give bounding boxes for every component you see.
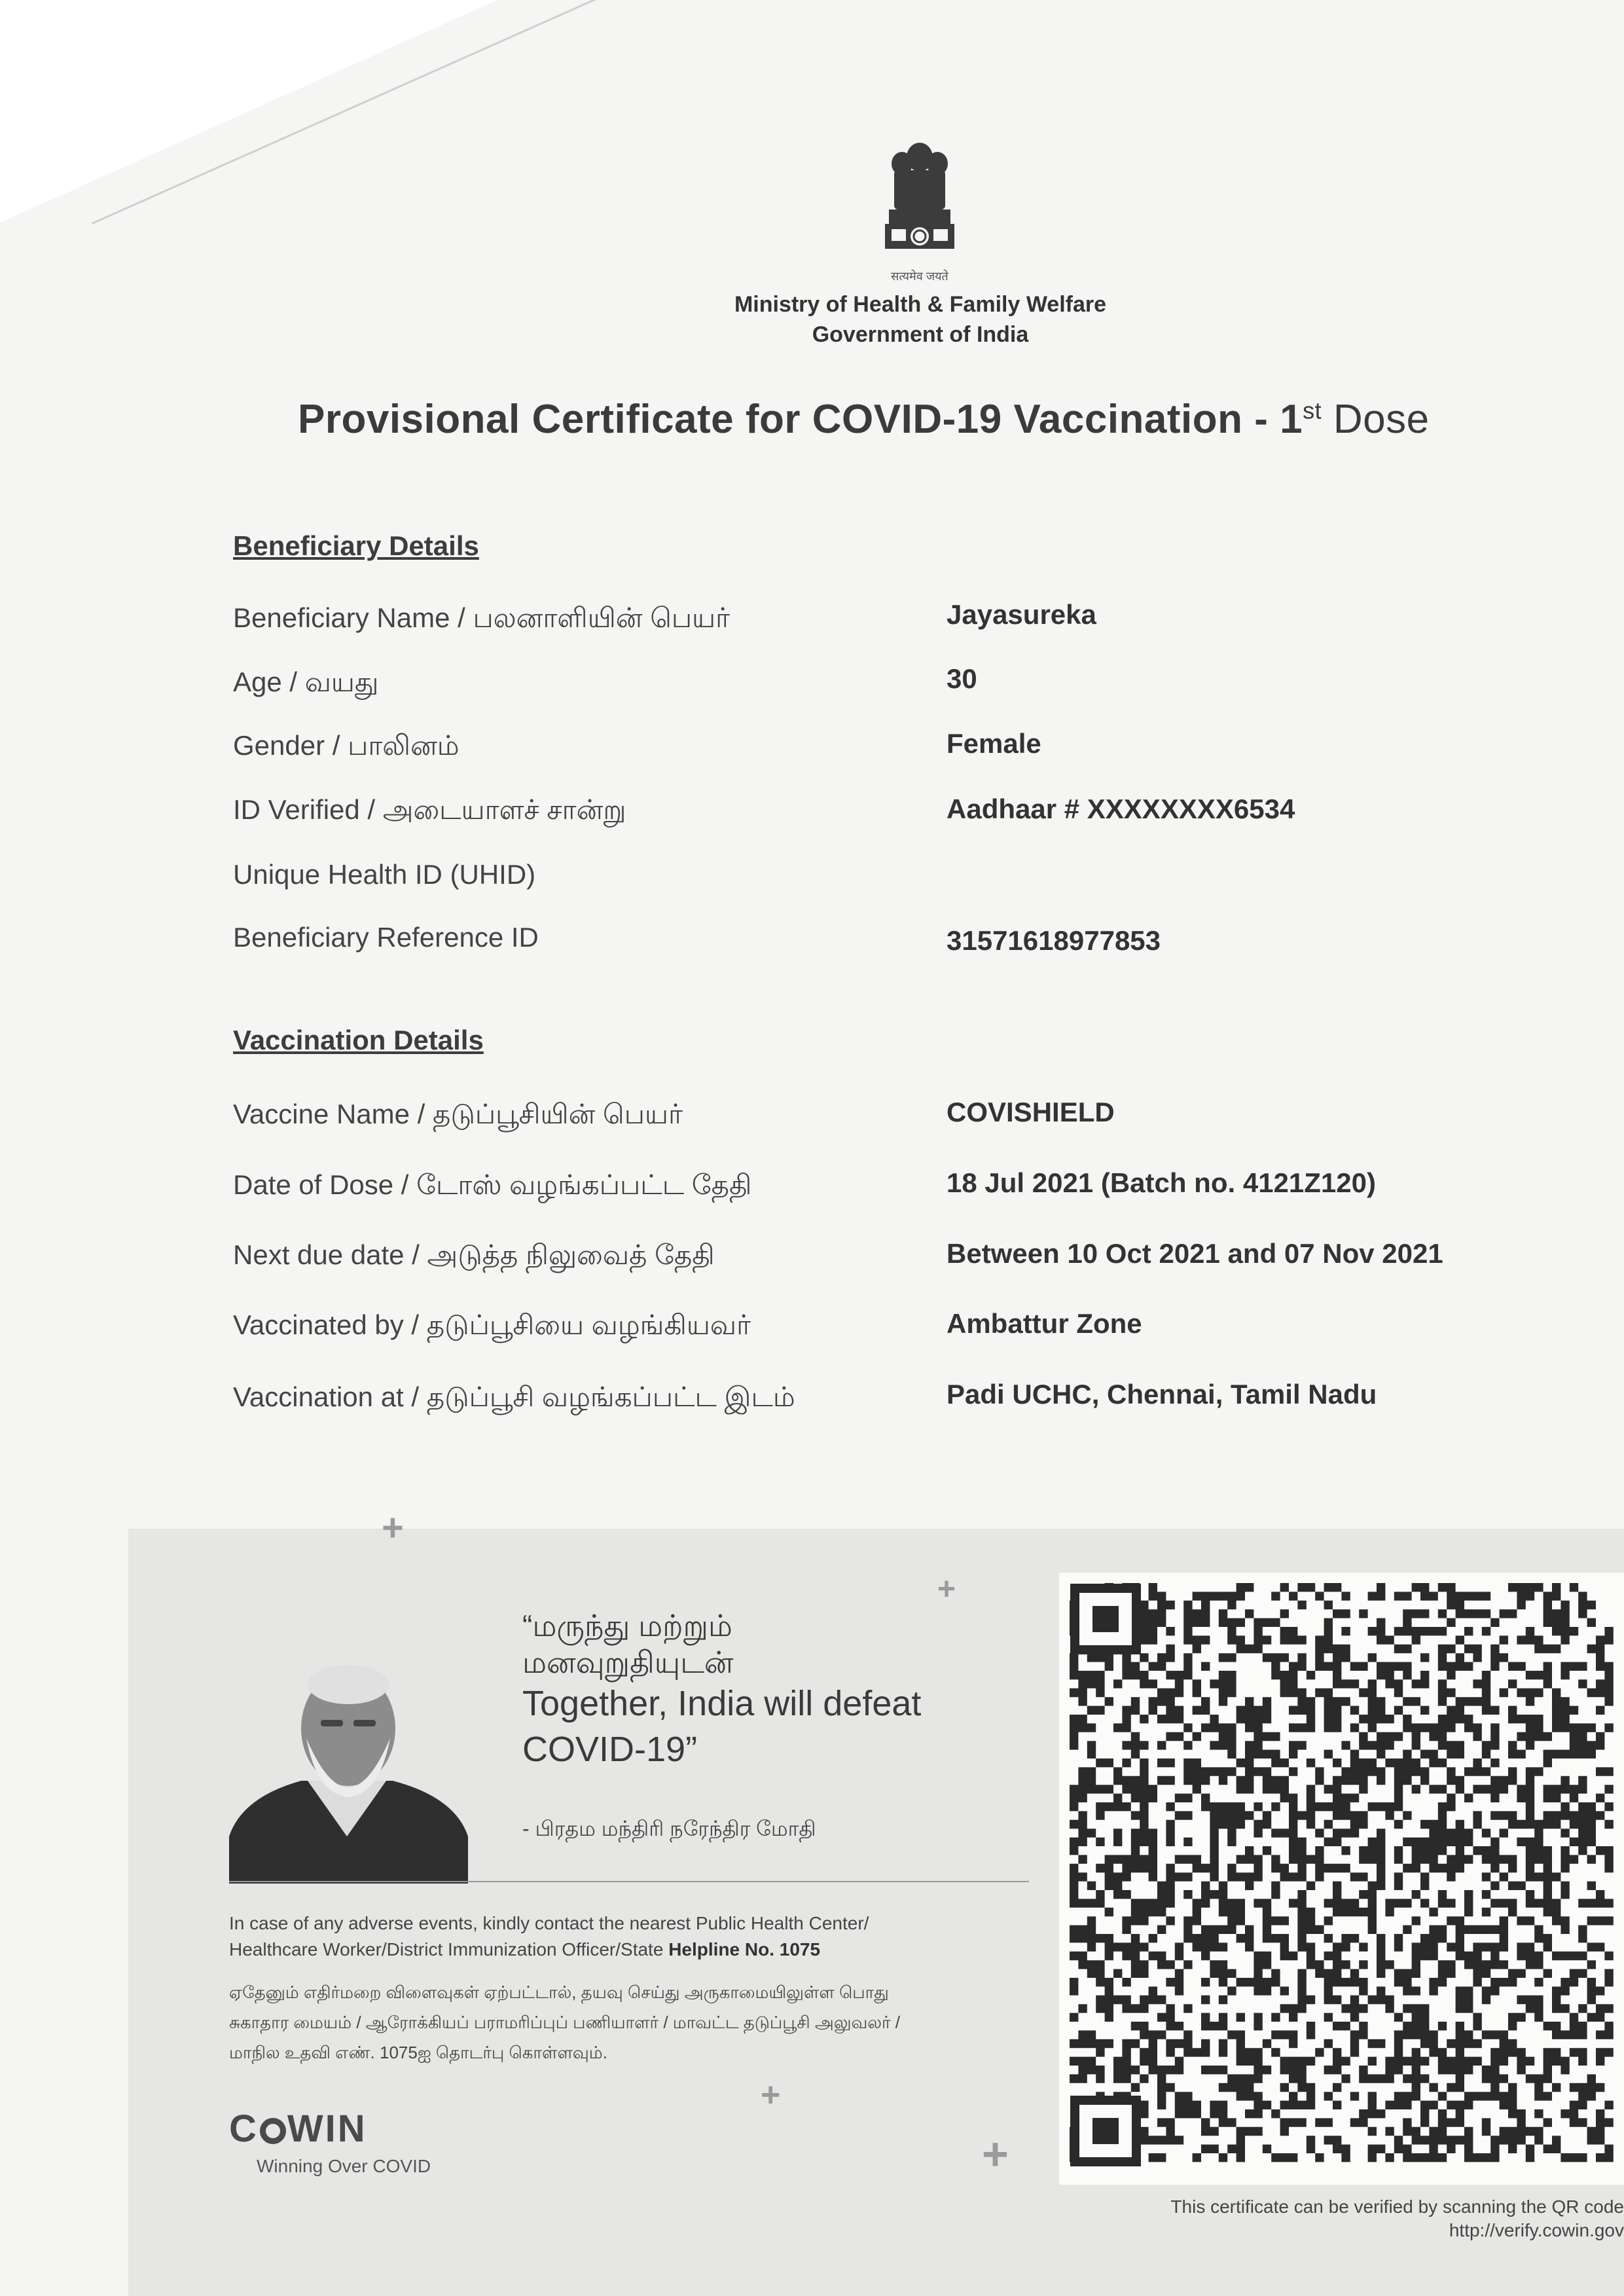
emblem-motto: सत्यमेव जयते <box>891 270 948 283</box>
reference-id-label: Beneficiary Reference ID <box>233 922 539 953</box>
quote-english-line-1: Together, India will defeat <box>522 1684 922 1723</box>
id-verified-label: ID Verified / அடையாளச் சான்று <box>233 794 626 825</box>
portrait-image <box>229 1640 468 1884</box>
adverse-en-line-2-text: Healthcare Worker/District Immunization Officer/State <box>229 1939 664 1959</box>
cowin-tagline: Winning Over COVID <box>257 2156 431 2176</box>
vaccine-name-label: Vaccine Name / தடுப்பூசியின் பெயர் <box>233 1099 683 1129</box>
certificate-title <box>298 396 1542 443</box>
qr-code-panel <box>1059 1573 1624 2185</box>
verification-note <box>1035 2195 1624 2242</box>
campaign-quote <box>522 1607 1059 1772</box>
plus-decoration-icon: + <box>982 2128 1009 2179</box>
gender-label: Gender / பாலினம் <box>233 730 460 761</box>
beneficiary-heading: Beneficiary Details <box>233 530 479 561</box>
quote-tamil-line-1: “மருந்து மற்றும் <box>522 1609 732 1643</box>
vaccinated-by-label: Vaccinated by / தடுப்பூசியை வழங்கியவர் <box>233 1309 751 1340</box>
cowin-logo-o-icon <box>260 2118 286 2144</box>
adverse-ta-line-1: ஏதேனும் எதிர்மறை விளைவுகள் ஏற்பட்டால், தயவு செய்து அருகாமையிலுள்ள பொது <box>229 1982 889 2002</box>
id-verified-value: Aadhaar # XXXXXXXX6534 <box>947 793 1295 824</box>
plus-decoration-icon: + <box>382 1506 404 1549</box>
plus-decoration-icon: + <box>761 2076 781 2114</box>
vaccinated-by-value: Ambattur Zone <box>947 1308 1142 1339</box>
adverse-ta-line-3: மாநில உதவி எண். 1075ஐ தொடர்பு கொள்ளவும். <box>229 2043 607 2062</box>
dose-date-value: 18 Jul 2021 (Batch no. 4121Z120) <box>947 1167 1376 1198</box>
issuing-authority <box>589 289 1252 350</box>
cowin-logo-c: C <box>229 2107 259 2150</box>
gender-value: Female <box>947 728 1041 759</box>
adverse-events-notice-english <box>229 1910 1041 1963</box>
cowin-logo <box>229 2107 367 2151</box>
title-superscript: st <box>1303 397 1322 424</box>
beneficiary-name-label: Beneficiary Name / பலனாளியின் பெயர் <box>233 602 731 633</box>
verification-url: http://verify.cowin.gov <box>1449 2220 1624 2240</box>
beneficiary-name-value: Jayasureka <box>947 599 1096 630</box>
cowin-logo-win: WIN <box>287 2107 367 2150</box>
age-label: Age / வயது <box>233 666 379 697</box>
quote-attribution: - பிரதம மந்திரி நரேந்திர மோதி <box>522 1817 816 1840</box>
dose-date-label: Date of Dose / டோஸ் வழங்கப்பட்ட தேதி <box>233 1169 752 1200</box>
vaccination-heading: Vaccination Details <box>233 1025 484 1055</box>
adverse-en-line-1: In case of any adverse events, kindly contact the nearest Public Health Center/ <box>229 1913 869 1933</box>
banner-divider <box>229 1881 1029 1882</box>
plus-decoration-icon: + <box>937 1572 956 1607</box>
reference-id-value: 31571618977853 <box>947 925 1161 956</box>
national-emblem-icon <box>877 137 962 282</box>
vaccine-name-value: COVISHIELD <box>947 1097 1115 1127</box>
age-value: 30 <box>947 663 977 694</box>
helpline-number: Helpline No. 1075 <box>668 1939 821 1959</box>
quote-english-line-2: COVID-19” <box>522 1730 698 1769</box>
ministry-name: Ministry of Health & Family Welfare <box>734 292 1107 317</box>
adverse-events-notice-tamil <box>229 1977 1041 2068</box>
title-main: Provisional Certificate for COVID-19 Vaccination - 1 <box>298 397 1303 442</box>
qr-code-icon <box>1070 1583 1624 2174</box>
verification-line-1: This certificate can be verified by scanning the QR code <box>1170 2196 1624 2217</box>
next-due-value: Between 10 Oct 2021 and 07 Nov 2021 <box>947 1238 1443 1269</box>
quote-tamil-line-2: மனவுறுதியுடன் <box>522 1645 734 1679</box>
uhid-label: Unique Health ID (UHID) <box>233 859 536 890</box>
vaccination-at-value: Padi UCHC, Chennai, Tamil Nadu <box>947 1379 1377 1410</box>
folded-corner <box>0 0 497 223</box>
title-suffix: Dose <box>1333 397 1430 442</box>
next-due-label: Next due date / அடுத்த நிலுவைத் தேதி <box>233 1239 715 1270</box>
vaccination-at-label: Vaccination at / தடுப்பூசி வழங்கப்பட்ட இடம் <box>233 1381 795 1412</box>
adverse-en-line-2 <box>229 1937 1041 1963</box>
adverse-ta-line-2: சுகாதார மையம் / ஆரோக்கியப் பராமரிப்புப் பணியாளர் / மாவட்ட தடுப்பூசி அலுவலர் / <box>229 2013 901 2032</box>
government-name: Government of India <box>812 322 1029 347</box>
